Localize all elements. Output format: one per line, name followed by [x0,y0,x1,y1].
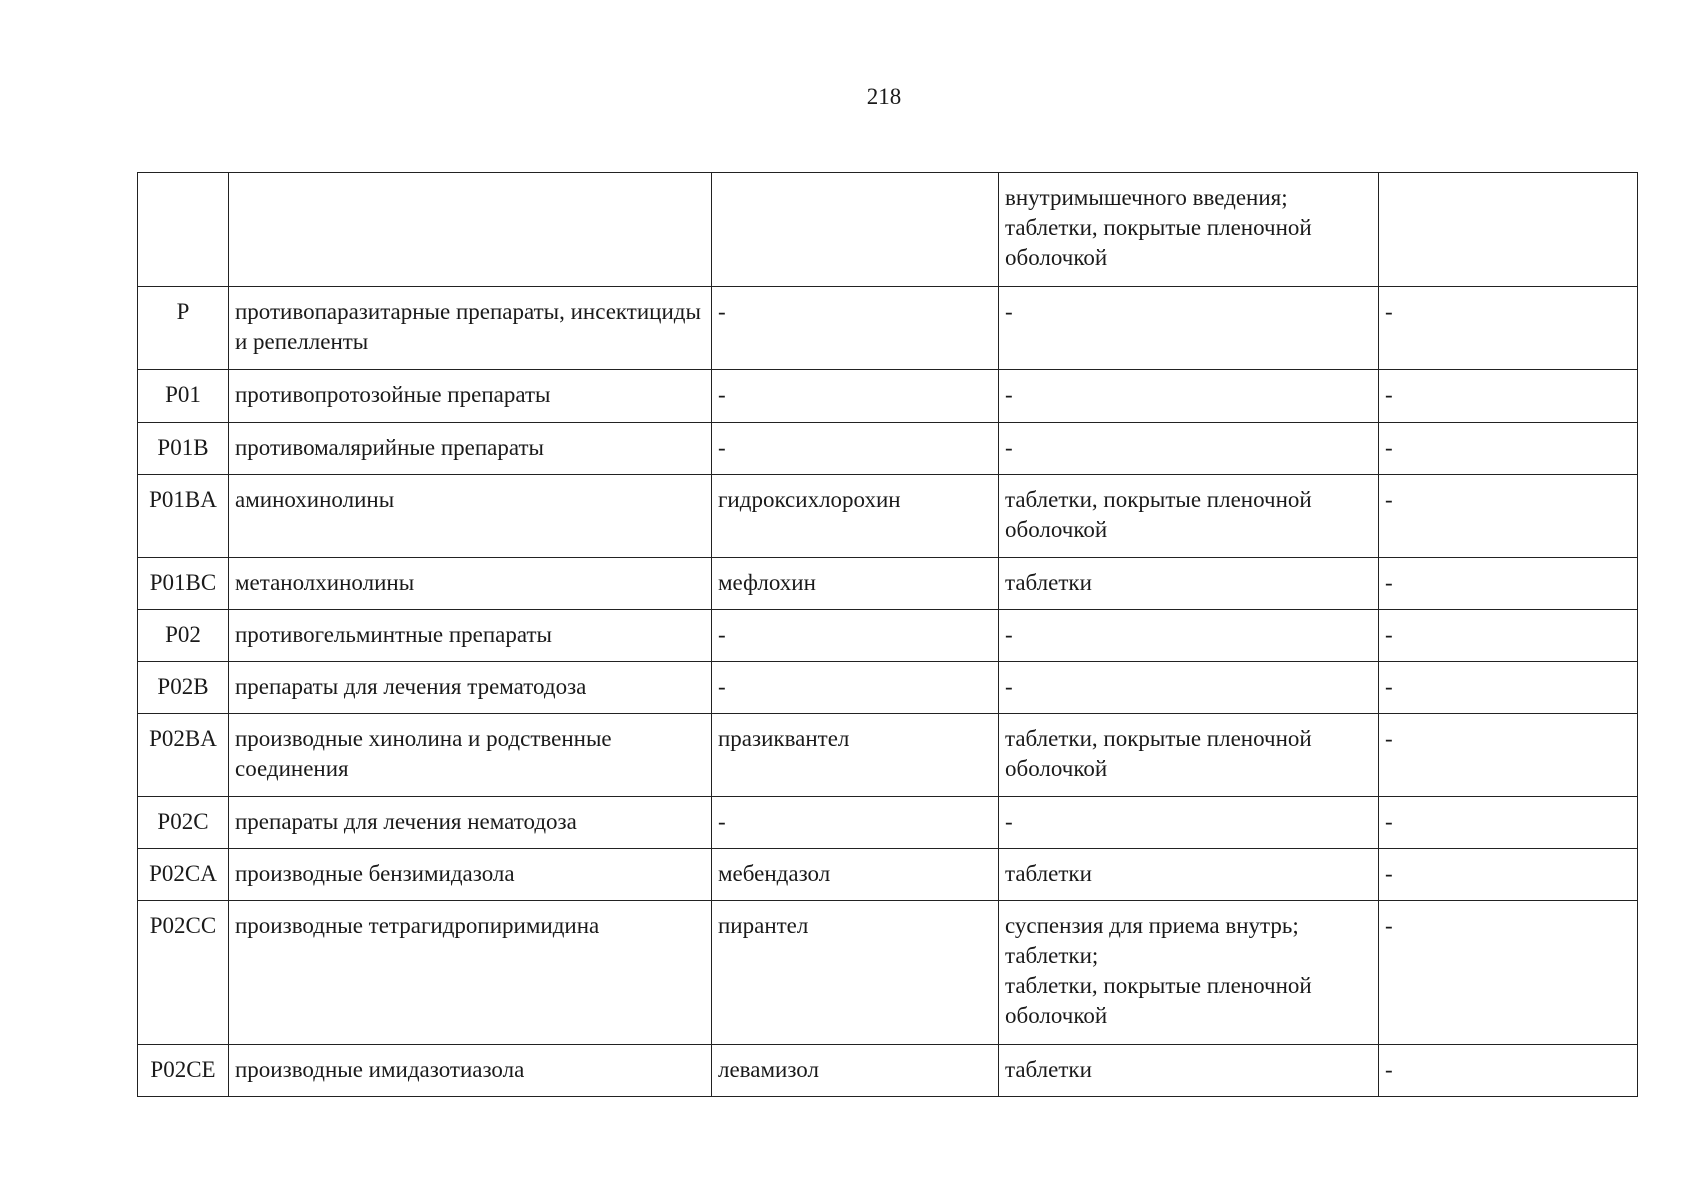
atc-code-cell: P02CE [138,1045,229,1097]
page-number: 218 [866,84,902,109]
note-cell: - [1379,558,1638,610]
drug-cell: гидроксихлорохин [712,475,999,558]
group-cell: метанолхинолины [229,558,712,610]
atc-code-cell: P02CC [138,901,229,1045]
group-cell: производные бензимидазола [229,849,712,901]
table-row [138,558,1638,610]
drug-cell: празиквантел [712,714,999,797]
dosage-form-cell: внутримышечного введения; таблетки, покрытые пленочной оболочкой [999,173,1379,287]
dosage-form-cell: суспензия для приема внутрь; таблетки; таблетки, покрытые пленочной оболочкой [999,901,1379,1045]
drug-cell: - [712,797,999,849]
atc-code-cell: P01BA [138,475,229,558]
dosage-form-cell: - [999,610,1379,662]
group-cell: препараты для лечения трематодоза [229,662,712,714]
dosage-form-cell: - [999,662,1379,714]
atc-code-cell: P02B [138,662,229,714]
table-row [138,475,1638,558]
dosage-form-cell: таблетки [999,849,1379,901]
atc-code-cell: P01B [138,423,229,475]
group-cell: противомалярийные препараты [229,423,712,475]
table-row [138,370,1638,423]
group-cell: препараты для лечения нематодоза [229,797,712,849]
note-cell: - [1379,423,1638,475]
table-row [138,610,1638,662]
atc-code-cell: P02CA [138,849,229,901]
note-cell: - [1379,662,1638,714]
group-cell: производные хинолина и родственные соединения [229,714,712,797]
note-cell: - [1379,797,1638,849]
table-row [138,849,1638,901]
group-cell: противопротозойные препараты [229,370,712,423]
drug-cell: - [712,370,999,423]
atc-code-cell: P01 [138,370,229,423]
atc-code-cell: P02C [138,797,229,849]
table-row [138,901,1638,1045]
table-row [138,797,1638,849]
group-cell: противопаразитарные препараты, инсектициды и репелленты [229,287,712,370]
atc-code-cell: P01BC [138,558,229,610]
table-row [138,423,1638,475]
note-cell [1379,173,1638,287]
drug-cell: - [712,610,999,662]
drug-cell: левамизол [712,1045,999,1097]
note-cell: - [1379,610,1638,662]
group-cell [229,173,712,287]
table-row [138,714,1638,797]
atc-code-cell: P [138,287,229,370]
note-cell: - [1379,287,1638,370]
group-cell: производные имидазотиазола [229,1045,712,1097]
atc-code-cell: P02BA [138,714,229,797]
drug-cell [712,173,999,287]
note-cell: - [1379,901,1638,1045]
drug-cell: - [712,287,999,370]
drug-cell: - [712,662,999,714]
dosage-form-cell: таблетки, покрытые пленочной оболочкой [999,475,1379,558]
table-row [138,662,1638,714]
table-row [138,287,1638,370]
drug-cell: мебендазол [712,849,999,901]
drug-cell: пирантел [712,901,999,1045]
table-row [138,173,1638,287]
dosage-form-cell: таблетки, покрытые пленочной оболочкой [999,714,1379,797]
atc-code-cell [138,173,229,287]
note-cell: - [1379,370,1638,423]
atc-code-cell: P02 [138,610,229,662]
group-cell: производные тетрагидропиримидина [229,901,712,1045]
dosage-form-cell: - [999,423,1379,475]
dosage-form-cell: таблетки [999,1045,1379,1097]
dosage-form-cell: - [999,287,1379,370]
note-cell: - [1379,1045,1638,1097]
drug-cell: мефлохин [712,558,999,610]
dosage-form-cell: - [999,797,1379,849]
note-cell: - [1379,714,1638,797]
dosage-form-cell: - [999,370,1379,423]
note-cell: - [1379,475,1638,558]
group-cell: аминохинолины [229,475,712,558]
dosage-form-cell: таблетки [999,558,1379,610]
group-cell: противогельминтные препараты [229,610,712,662]
table-row [138,1045,1638,1097]
note-cell: - [1379,849,1638,901]
drug-cell: - [712,423,999,475]
drug-table [137,172,1638,1097]
